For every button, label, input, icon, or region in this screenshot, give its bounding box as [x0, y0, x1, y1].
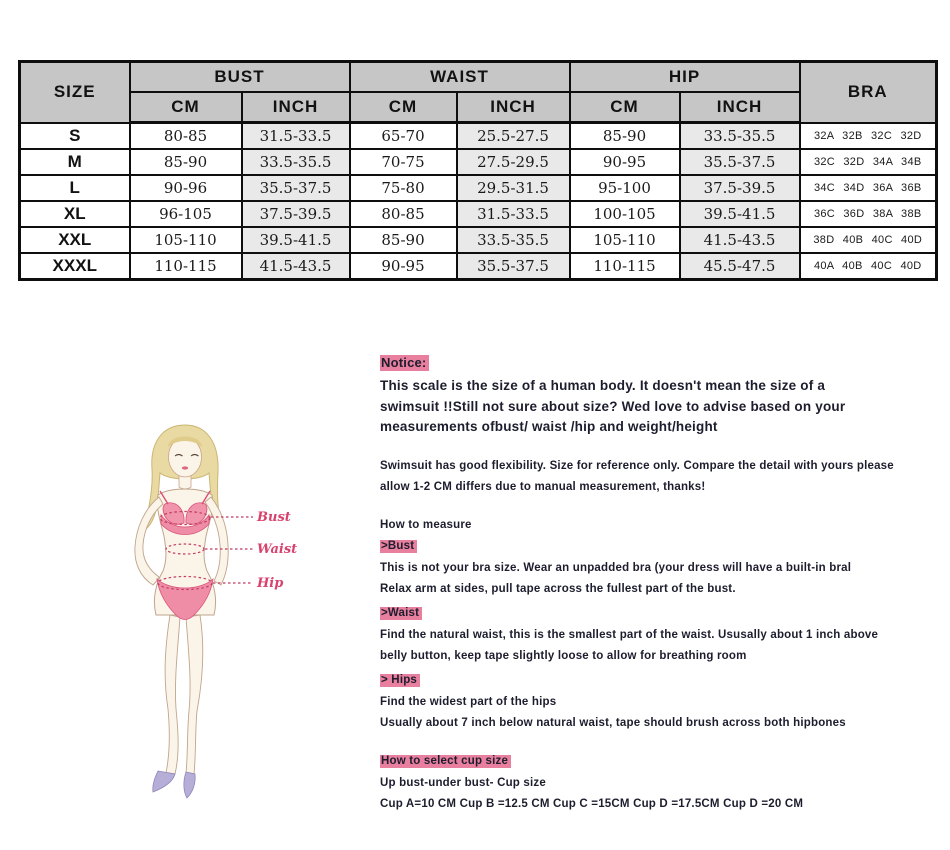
subheader-waist-inch: INCH [457, 92, 570, 123]
col-header-hip: HIP [570, 62, 800, 93]
bust-cm-value: 85-90 [130, 149, 242, 175]
waist-cm-value: 90-95 [350, 253, 457, 280]
hip-cm-value: 105-110 [570, 227, 680, 253]
notice-paragraph [380, 376, 935, 438]
size-label: M [20, 149, 130, 175]
cup-size-line: Up bust-under bust- Cup size [380, 776, 546, 789]
table-row-xl [20, 201, 937, 227]
bust-inch-value: 39.5-41.5 [242, 227, 350, 253]
waist-inch-value: 35.5-37.5 [457, 253, 570, 280]
size-label: XL [20, 201, 130, 227]
hip-cm-value: 85-90 [570, 123, 680, 150]
flexibility-line: Swimsuit has good flexibility. Size for reference only. Compare the detail with yours please [380, 459, 894, 472]
bust-inch-value: 37.5-39.5 [242, 201, 350, 227]
bust-section-heading: >Bust [380, 540, 417, 553]
bust-inch-value: 35.5-37.5 [242, 175, 350, 201]
waist-inch-value: 27.5-29.5 [457, 149, 570, 175]
waist-inch-value: 25.5-27.5 [457, 123, 570, 150]
waist-cm-value: 85-90 [350, 227, 457, 253]
col-header-bust: BUST [130, 62, 350, 93]
hip-inch-value: 45.5-47.5 [680, 253, 800, 280]
table-row-m [20, 149, 937, 175]
notice-line: This scale is the size of a human body. It doesn't mean the size of a [380, 378, 826, 393]
col-header-size: SIZE [20, 62, 130, 123]
hips-instruction-line: Find the widest part of the hips [380, 695, 557, 708]
waist-cm-value: 65-70 [350, 123, 457, 150]
hip-inch-value: 39.5-41.5 [680, 201, 800, 227]
table-row-l [20, 175, 937, 201]
waist-instruction-line: belly button, keep tape slightly loose to allow for breathing room [380, 649, 747, 662]
subheader-hip-inch: INCH [680, 92, 800, 123]
waist-inch-value: 31.5-33.5 [457, 201, 570, 227]
bust-cm-value: 90-96 [130, 175, 242, 201]
subheader-waist-cm: CM [350, 92, 457, 123]
hip-inch-value: 37.5-39.5 [680, 175, 800, 201]
figure-lips [182, 466, 188, 469]
bust-inch-value: 31.5-33.5 [242, 123, 350, 150]
bust-cm-value: 110-115 [130, 253, 242, 280]
hip-cm-value: 110-115 [570, 253, 680, 280]
flexibility-paragraph [380, 456, 935, 499]
table-row-xxxl [20, 253, 937, 280]
how-to-measure-title: How to measure [380, 518, 472, 531]
hips-instructions [380, 692, 935, 734]
notice-line: measurements ofbust/ waist /hip and weight/height [380, 419, 718, 435]
bra-value: 32A 32B 32C 32D [800, 123, 937, 150]
figure-right-leg [186, 615, 203, 774]
bust-instruction-line: This is not your bra size. Wear an unpadded bra (your dress will have a built-in bral [380, 561, 852, 574]
measurement-figure [90, 421, 310, 811]
sizing-info-column [380, 355, 935, 815]
cup-size-heading: How to select cup size [380, 755, 511, 768]
hip-inch-value: 33.5-35.5 [680, 123, 800, 150]
notice-line: swimsuit !!Still not sure about size? Wed love to advise based on your [380, 398, 846, 414]
bra-value: 34C 34D 36A 36B [800, 175, 937, 201]
bust-instruction-line: Relax arm at sides, pull tape across the fullest part of the bust. [380, 582, 736, 595]
size-label: XXXL [20, 253, 130, 280]
size-label: XXL [20, 227, 130, 253]
size-label: S [20, 123, 130, 150]
waist-cm-value: 70-75 [350, 149, 457, 175]
waist-instruction-line: Find the natural waist, this is the smallest part of the waist. Ususally about 1 inch above [380, 628, 879, 641]
bust-cm-value: 80-85 [130, 123, 242, 150]
subheader-bust-cm: CM [130, 92, 242, 123]
size-chart-table [18, 60, 938, 281]
table-row-s [20, 123, 937, 150]
figure-right-shoe [184, 772, 195, 798]
size-label: L [20, 175, 130, 201]
cup-size-instructions [380, 773, 935, 815]
bust-label: Bust [257, 510, 291, 525]
col-header-waist: WAIST [350, 62, 570, 93]
woman-illustration-icon [90, 421, 310, 811]
subheader-hip-cm: CM [570, 92, 680, 123]
hip-label: Hip [257, 576, 284, 591]
subheader-bust-inch: INCH [242, 92, 350, 123]
cup-size-line: Cup A=10 CM Cup B =12.5 CM Cup C =15CM Cup D =17.5CM Cup D =20 CM [380, 797, 804, 810]
hip-cm-value: 95-100 [570, 175, 680, 201]
bust-cm-value: 105-110 [130, 227, 242, 253]
flexibility-line: allow 1-2 CM differs due to manual measurement, thanks! [380, 481, 706, 494]
waist-section-heading: >Waist [380, 607, 422, 620]
size-chart-section [18, 60, 935, 281]
bra-value: 36C 36D 38A 38B [800, 201, 937, 227]
bust-inch-value: 41.5-43.5 [242, 253, 350, 280]
waist-instructions [380, 625, 935, 667]
hips-section-heading: > Hips [380, 674, 420, 687]
waist-label: Waist [257, 542, 298, 557]
waist-inch-value: 33.5-35.5 [457, 227, 570, 253]
col-header-bra: BRA [800, 62, 937, 123]
hips-instruction-line: Usually about 7 inch below natural waist, tape should brush across both hipbones [380, 716, 846, 729]
bust-inch-value: 33.5-35.5 [242, 149, 350, 175]
waist-inch-value: 29.5-31.5 [457, 175, 570, 201]
hip-cm-value: 90-95 [570, 149, 680, 175]
bust-instructions [380, 558, 935, 600]
bust-cm-value: 96-105 [130, 201, 242, 227]
notice-heading: Notice: [380, 355, 429, 371]
hip-cm-value: 100-105 [570, 201, 680, 227]
table-row-xxl [20, 227, 937, 253]
bra-value: 40A 40B 40C 40D [800, 253, 937, 280]
hip-inch-value: 41.5-43.5 [680, 227, 800, 253]
bra-value: 32C 32D 34A 34B [800, 149, 937, 175]
waist-cm-value: 80-85 [350, 201, 457, 227]
bra-value: 38D 40B 40C 40D [800, 227, 937, 253]
figure-left-shoe [153, 771, 175, 792]
waist-cm-value: 75-80 [350, 175, 457, 201]
hip-inch-value: 35.5-37.5 [680, 149, 800, 175]
figure-left-leg [165, 615, 180, 774]
